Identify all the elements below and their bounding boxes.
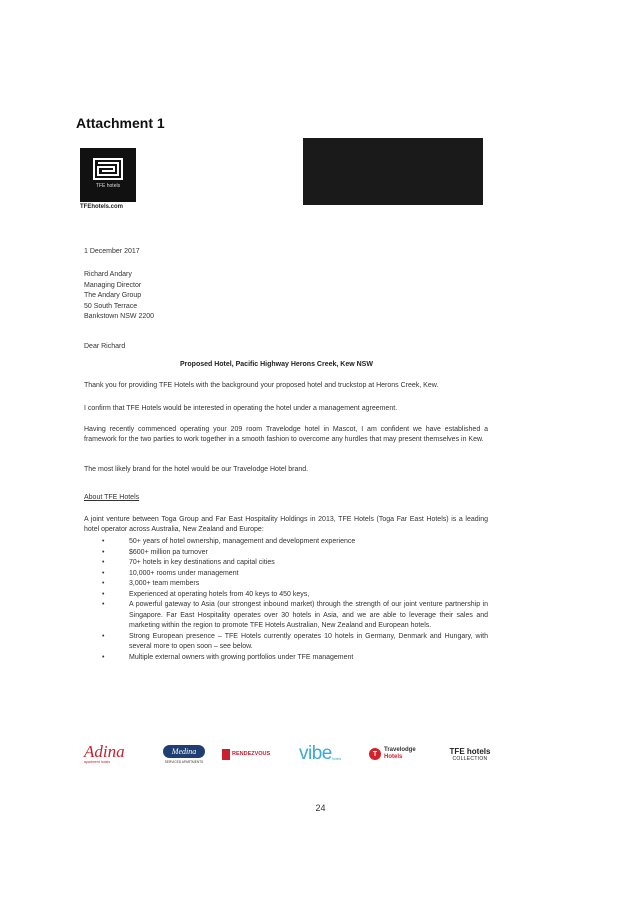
subject-line: Proposed Hotel, Pacific Highway Herons Creek, Kew NSW [180,361,373,368]
medina-logo [156,740,212,768]
adina-wordmark: Adina [84,742,125,761]
vibe-wordmark: vibe [299,743,332,764]
address-line: 50 South Terrace [84,302,138,310]
list-item: • 70+ hotels in key destinations and capital cities [84,558,488,569]
about-intro: A joint venture between Toga Group and Far East Hospitality Holdings in 2013, TFE Hotels (Toga Far East Hotels) is a leading hotel operator across Australia, New Zealand and Europe: [84,516,488,533]
address-line: Managing Director [84,281,142,289]
bullet-icon: • [102,538,105,545]
list-item: • $600+ million pa turnover [84,548,488,559]
paragraph: Having recently commenced operating your 209 room Travelodge hotel in Mascot, I am confident we have established a framework for the two parties to work together in a smooth fashion to overcome any hurdles that may present themselves in Kew. [84,426,488,443]
bullet-icon: • [102,569,105,577]
attachment-title: Attachment 1 [76,115,165,131]
paragraph: Thank you for providing TFE Hotels with the background your proposed hotel and truckstop at Herons Creek, Kew. [84,382,439,389]
medina-wordmark: Medina [163,745,205,758]
address-line: The Andary Group [84,292,142,299]
bullet-icon: • [102,548,105,556]
paragraph: The most likely brand for the hotel would be our Travelodge Hotel brand. [84,466,309,473]
salutation: Dear Richard [84,343,126,350]
list-item: • 50+ years of hotel ownership, management and development experience [84,537,488,548]
bullet-icon: • [102,601,105,608]
vibe-subtitle: hotels [331,757,342,761]
about-heading: About TFE Hotels [84,494,140,501]
rendezvous-wordmark: RENDEZVOUS [232,751,271,757]
logo-url: TFEhotels.com [80,204,124,210]
tfe-logo-icon [93,158,123,180]
logo-name: TFE hotels [95,183,121,189]
tfe-collection-subtitle: COLLECTION [452,755,488,762]
bullet-icon: • [102,653,105,661]
rendezvous-logo [222,740,284,768]
address-line: Richard Andary [84,271,132,278]
tfe-collection-logo [444,740,496,768]
travelodge-logo [369,740,429,768]
bullet-icon: • [102,559,105,566]
adina-subtitle: apartment hotels [84,760,111,764]
list-item: • 10,000+ rooms under management [84,569,488,580]
vibe-logo [299,740,354,768]
recipient-address [84,270,154,323]
redacted-block [303,138,483,205]
tfe-logo [80,148,136,202]
list-item: • A powerful gateway to Asia (our strongest inbound market) through the strength of our joint venture partnership in Singapore. Far East Hospitality operates over 30 hotels in Asia, and we are able to leverage their sales and marketing within the region to promote TFE Hotels Australian, New Zealand and European hotels. [102,601,488,629]
bullet-icon: • [102,632,105,640]
travelodge-wordmark: Travelodge [384,747,416,753]
letter-date: 1 December 2017 [84,248,140,255]
paragraph: I confirm that TFE Hotels would be interested in operating the hotel under a management agreement. [84,405,398,412]
brand-logos-strip [84,740,494,768]
tfe-collection-wordmark: TFE hotels [449,746,491,756]
page-number: 24 [315,803,326,813]
medina-subtitle: SERVICED APARTMENTS [164,759,204,764]
list-item: • 3,000+ team members [84,579,488,590]
list-item: • Experienced at operating hotels from 40 keys to 450 keys, [84,590,488,601]
list-item: • Multiple external owners with growing portfolios under TFE management [84,653,488,664]
list-item: • Strong European presence – TFE Hotels currently operates 10 hotels in Germany, Denmark and Hungary, with several more to open soon – see below. [102,632,488,650]
bullet-icon: • [102,580,105,587]
rendezvous-mark-icon [222,749,230,760]
travelodge-mark-icon: T [369,748,381,760]
adina-logo [84,740,144,768]
bullet-icon: • [102,590,105,598]
address-line: Bankstown NSW 2200 [84,313,155,320]
bullet-list [84,537,488,663]
travelodge-subtitle: Hotels [384,754,403,760]
